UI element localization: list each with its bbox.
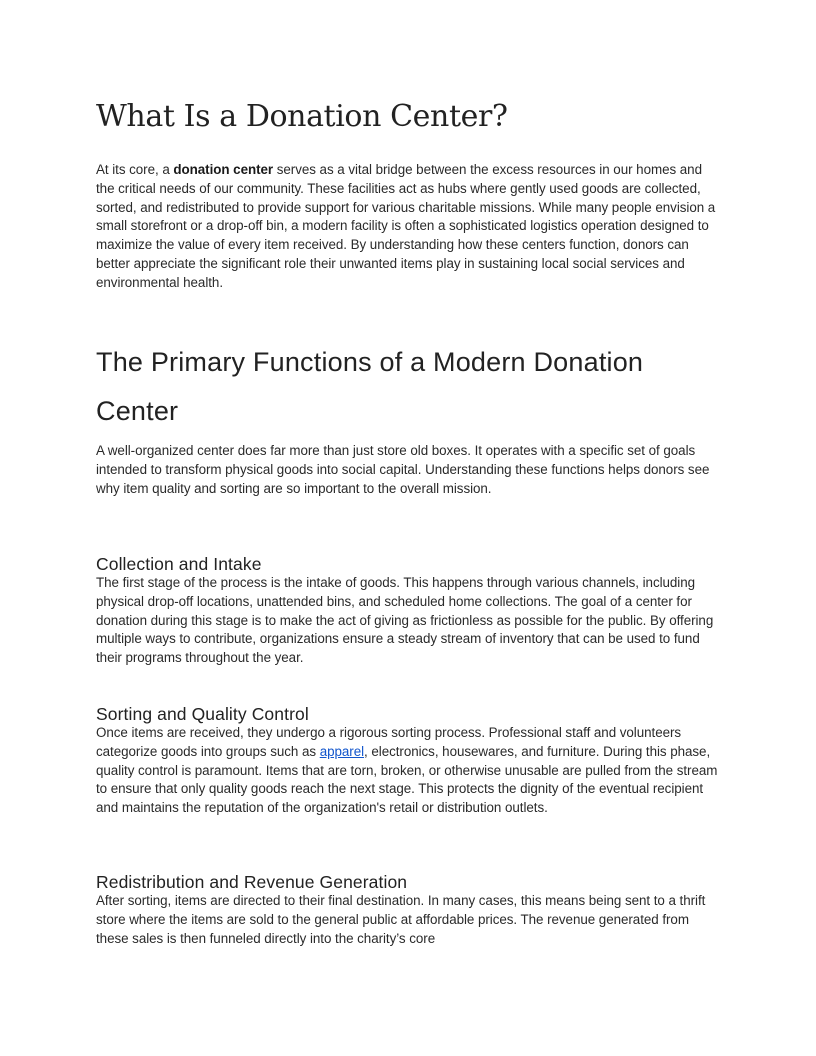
collection-paragraph: The first stage of the process is the intake of goods. This happens through various channels, including physical drop-off locations, unattended bins, and scheduled home collections. The goal of a center for donation during this stage is to make the act of giving as frictionless as possible for the public. By offering multiple ways to contribute, organizations ensure a steady stream of inventory that can be used to fund their programs throughout the year. — [96, 575, 714, 666]
intro-bold-term: donation center — [173, 162, 274, 177]
section-paragraph: A well-organized center does far more than just store old boxes. It operates with a specific set of goals intended to transform physical goods into social capital. Understanding these functions helps donors see why item quality and sorting are so important to the overall mission. — [96, 443, 710, 496]
redistribution-section — [96, 872, 720, 948]
sorting-section — [96, 704, 720, 818]
collection-heading: Collection and Intake — [96, 554, 262, 574]
sorting-prefix: Once items are received, they undergo a rigorous sorting process. Professional staff and volunteers categorize goods into groups such as — [96, 725, 682, 759]
page-title: What Is a Donation Center? — [96, 99, 508, 134]
sorting-heading: Sorting and Quality Control — [96, 704, 309, 724]
intro-paragraph — [96, 161, 720, 293]
intro-suffix: serves as a vital bridge between the excess resources in our homes and the critical needs of our community. These facilities act as hubs where gently used goods are collected, sorted, and redistributed to provide support for various charitable missions. While many people envision a small storefront or a drop-off bin, a modern facility is often a sophisticated logistics operation designed to maximize the value of every item received. By understanding how these centers function, donors can better appreciate the significant role their unwanted items play in sustaining local social services and environmental health. — [96, 162, 716, 290]
sorting-paragraph — [96, 724, 720, 818]
section-heading: The Primary Functions of a Modern Donation Center — [96, 347, 644, 426]
sorting-suffix: , electronics, housewares, and furniture. During this phase, quality control is paramount. Items that are torn, broken, or otherwise unusable are pulled from the stream to ensure that only quality goods reach the next stage. This protects the dignity of the eventual recipient and maintains the reputation of the organization's retail or distribution outlets. — [96, 743, 718, 816]
redistribution-paragraph: After sorting, items are directed to their final destination. In many cases, this means being sent to a thrift store where the items are sold to the general public at affordable prices. The revenue generated from these sales is then funneled directly into the charity’s core — [96, 893, 706, 946]
redistribution-heading: Redistribution and Revenue Generation — [96, 872, 408, 892]
intro-prefix: At its core, a — [96, 162, 174, 177]
collection-section — [96, 554, 720, 668]
apparel-link[interactable]: apparel — [319, 743, 365, 759]
